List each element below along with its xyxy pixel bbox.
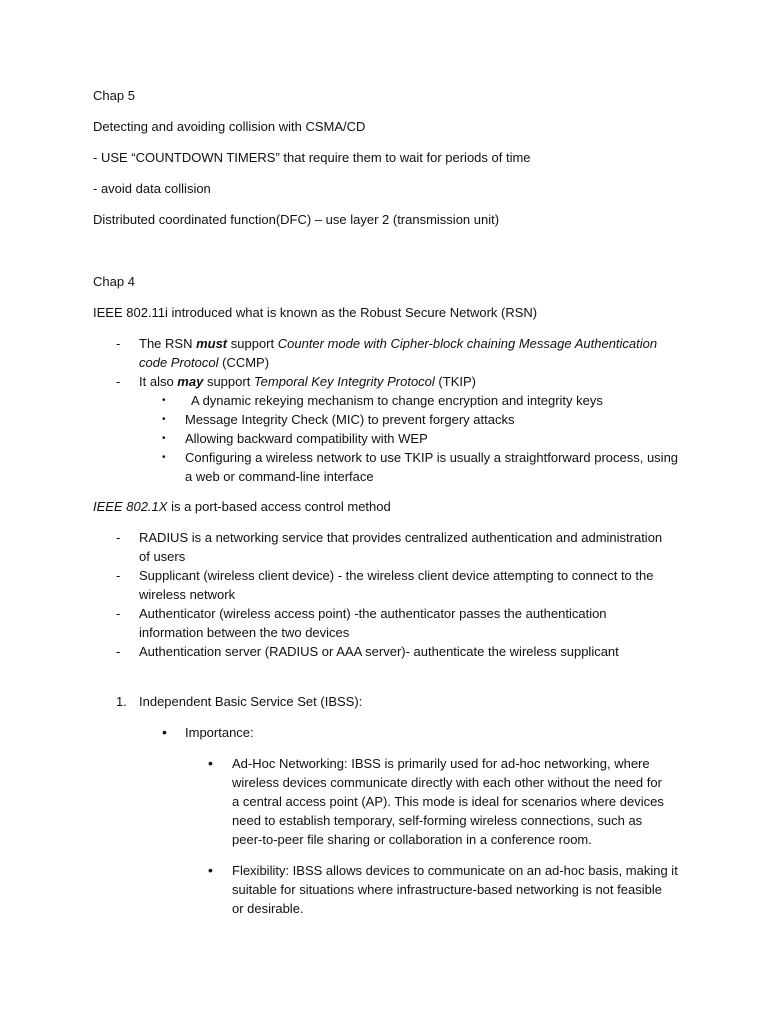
chap5-line-avoid: - avoid data collision bbox=[93, 181, 211, 196]
adhoc-line: a central access point (AP). This mode is ideal for scenarios where devices bbox=[232, 794, 664, 809]
chap5-line-timers: - USE “COUNTDOWN TIMERS” that require them to wait for periods of time bbox=[93, 150, 531, 165]
text-span: support bbox=[203, 374, 254, 389]
adhoc-line: Ad-Hoc Networking: IBSS is primarily used for ad-hoc networking, where bbox=[232, 756, 650, 771]
dash-marker: - bbox=[116, 336, 121, 351]
dash-marker: - bbox=[116, 644, 121, 659]
dot1x-item-cont: information between the two devices bbox=[139, 625, 350, 640]
rsn-ccmp-line1 bbox=[139, 334, 657, 353]
adhoc-line: need to establish temporary, self-forming wireless connections, such as bbox=[232, 813, 643, 828]
list-number: 1. bbox=[116, 694, 127, 709]
dot1x-item: Authenticator (wireless access point) -the authenticator passes the authentication bbox=[139, 606, 607, 621]
text-span: is a port-based access control method bbox=[167, 499, 391, 514]
ibss-title: Independent Basic Service Set (IBSS): bbox=[139, 694, 363, 709]
dot1x-item: RADIUS is a networking service that provides centralized authentication and administration bbox=[139, 530, 663, 545]
tkip-item: Allowing backward compatibility with WEP bbox=[185, 431, 428, 446]
tkip-item: A dynamic rekeying mechanism to change encryption and integrity keys bbox=[191, 393, 603, 408]
text-span: The RSN bbox=[139, 336, 197, 351]
chap4-heading: Chap 4 bbox=[93, 274, 135, 289]
emphasis-may: may bbox=[177, 374, 204, 389]
dot1x-item: Authentication server (RADIUS or AAA server)- authenticate the wireless supplicant bbox=[139, 644, 619, 659]
chap5-line-dfc: Distributed coordinated function(DFC) – use layer 2 (transmission unit) bbox=[93, 212, 500, 227]
dash-marker: - bbox=[116, 606, 121, 621]
tkip-item: Configuring a wireless network to use TKIP is usually a straightforward process, using bbox=[185, 450, 679, 465]
italic-ccmp-name-end: code Protocol bbox=[139, 355, 219, 370]
text-span: (TKIP) bbox=[434, 374, 476, 389]
bullet-marker: • bbox=[162, 414, 166, 425]
flex-line: suitable for situations where infrastructure-based networking is not feasible bbox=[232, 882, 662, 897]
chap4-intro: IEEE 802.11i introduced what is known as the Robust Secure Network (RSN) bbox=[93, 305, 538, 320]
bullet-marker: • bbox=[162, 452, 166, 463]
bullet-marker: • bbox=[162, 433, 166, 444]
dash-marker: - bbox=[116, 530, 121, 545]
adhoc-line: peer-to-peer file sharing or collaboration in a conference room. bbox=[232, 832, 592, 847]
text-span: It also bbox=[139, 374, 178, 389]
italic-tkip-name: Temporal Key Integrity Protocol bbox=[253, 374, 435, 389]
flex-line: Flexibility: IBSS allows devices to communicate on an ad-hoc basis, making it bbox=[232, 863, 678, 878]
rsn-ccmp-line2 bbox=[139, 353, 269, 372]
ibss-importance: Importance: bbox=[185, 725, 254, 740]
bullet-marker: • bbox=[162, 724, 167, 740]
emphasis-must: must bbox=[196, 336, 228, 351]
dot1x-title bbox=[93, 497, 391, 516]
dash-marker: - bbox=[116, 568, 121, 583]
bullet-marker: • bbox=[208, 755, 213, 771]
flex-line: or desirable. bbox=[232, 901, 304, 916]
dash-marker: - bbox=[116, 374, 121, 389]
chap5-heading: Chap 5 bbox=[93, 88, 135, 103]
text-span: (CCMP) bbox=[218, 355, 270, 370]
tkip-item: Message Integrity Check (MIC) to prevent forgery attacks bbox=[185, 412, 515, 427]
dot1x-item-cont: of users bbox=[139, 549, 186, 564]
text-span: support bbox=[227, 336, 278, 351]
dot1x-item: Supplicant (wireless client device) - the wireless client device attempting to connect to the bbox=[139, 568, 654, 583]
italic-ieee-8021x: IEEE 802.1X bbox=[93, 499, 168, 514]
rsn-tkip-line bbox=[139, 372, 476, 391]
chap5-line-csma: Detecting and avoiding collision with CSMA/CD bbox=[93, 119, 366, 134]
bullet-marker: • bbox=[162, 395, 166, 406]
bullet-marker: • bbox=[208, 862, 213, 878]
italic-ccmp-name: Counter mode with Cipher-block chaining Message Authentication bbox=[277, 336, 658, 351]
tkip-item-cont: a web or command-line interface bbox=[185, 469, 374, 484]
adhoc-line: wireless devices communicate directly with each other without the need for bbox=[232, 775, 662, 790]
dot1x-item-cont: wireless network bbox=[139, 587, 236, 602]
